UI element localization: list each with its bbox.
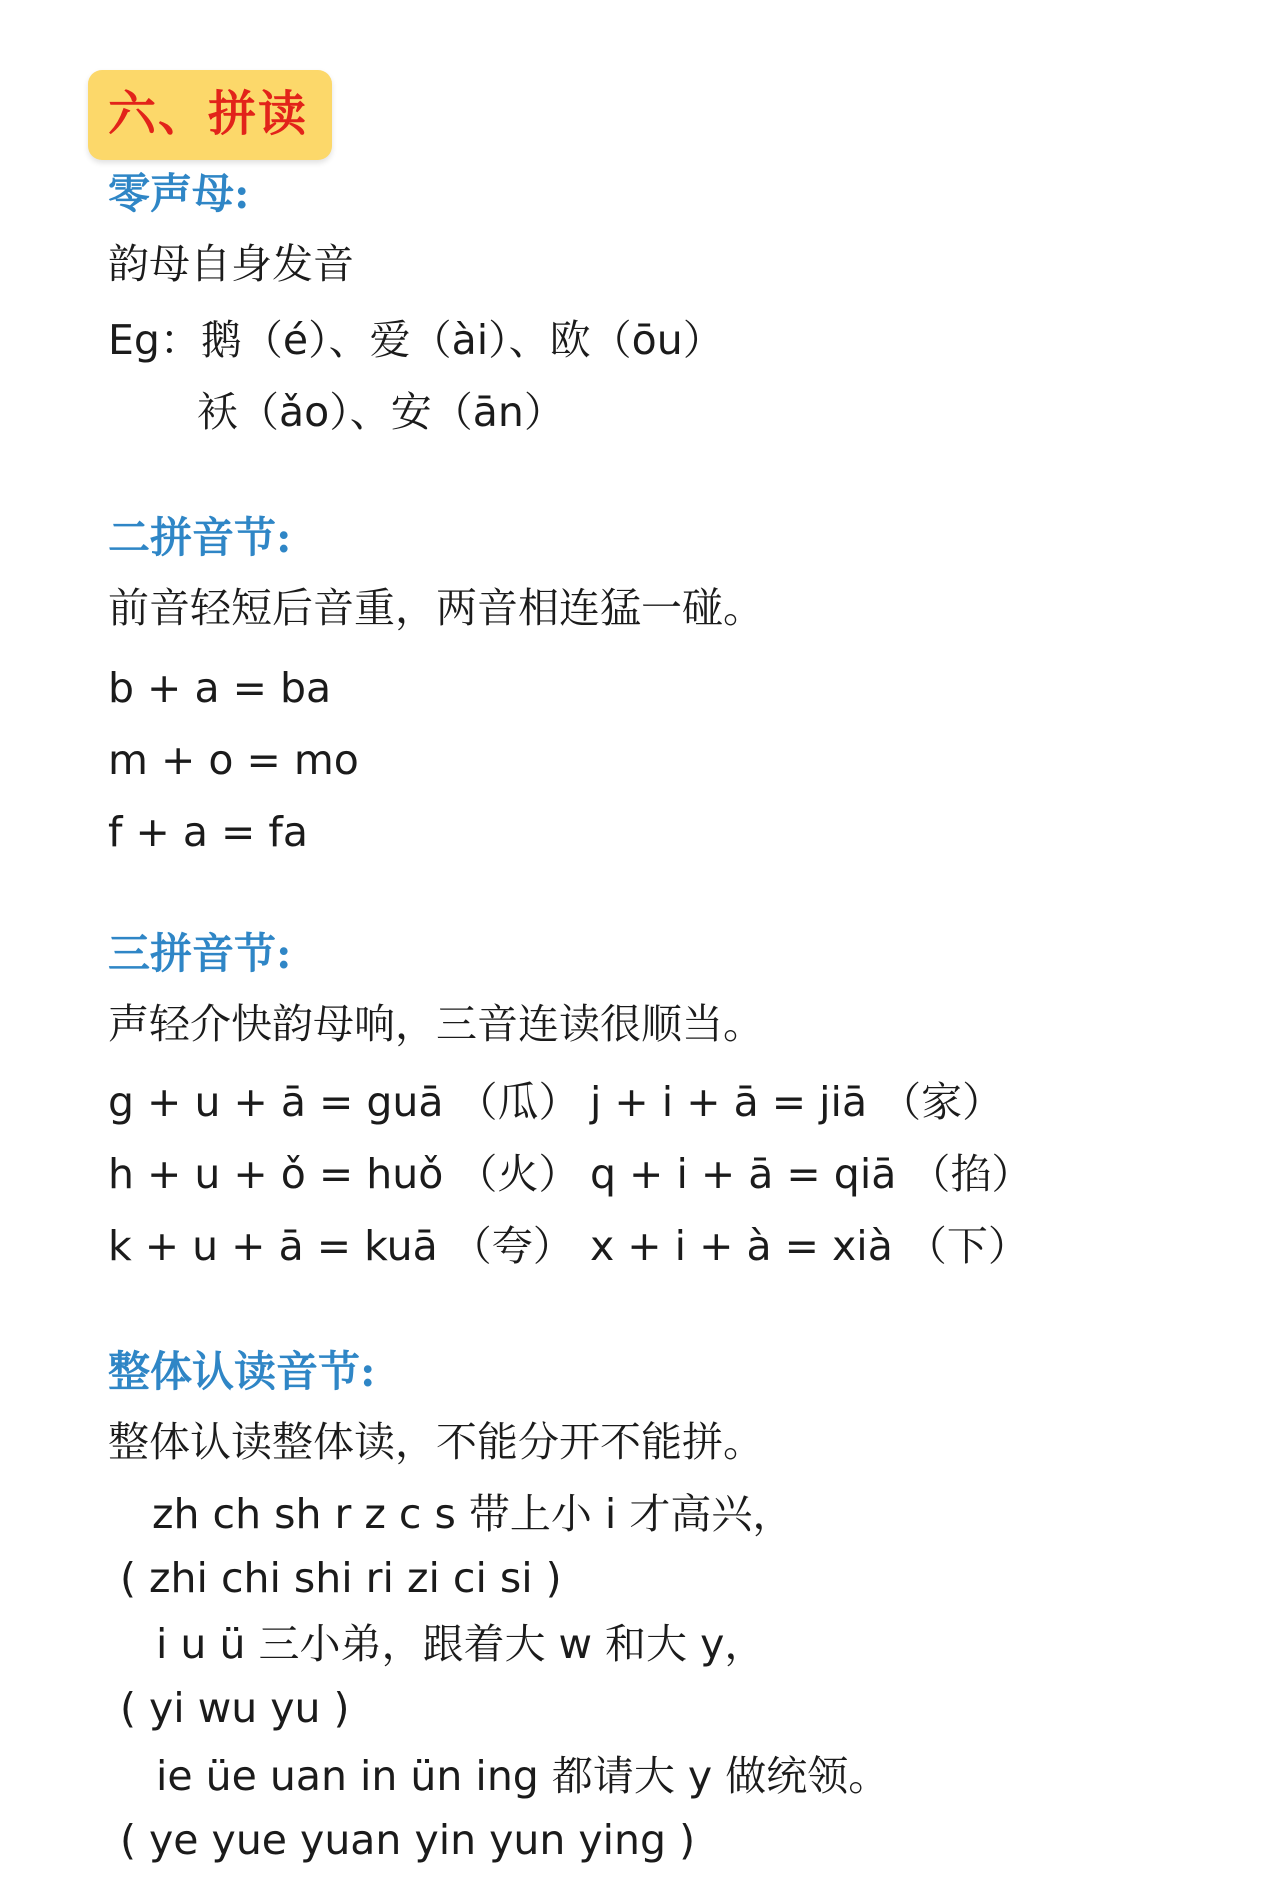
zero-initial-example-1: Eg：鹅（é）、爱（ài）、欧（ōu） bbox=[108, 316, 724, 364]
two-part-heading: 二拼音节: bbox=[108, 513, 292, 562]
zero-initial-heading: 零声母: bbox=[108, 169, 250, 218]
whole-syllable-line-5: ie üe uan in ün ing 都请大 y 做统领。 bbox=[156, 1752, 890, 1800]
section-title: 六、拼读 bbox=[108, 86, 309, 142]
whole-syllable-line-4: ( yi wu yu ) bbox=[120, 1684, 350, 1732]
three-part-right-2: q + i + ā = qiā （掐） bbox=[590, 1150, 1033, 1198]
two-part-example-2: m + o = mo bbox=[108, 736, 359, 784]
whole-syllable-line-6: ( ye yue yuan yin yun ying ) bbox=[120, 1816, 696, 1864]
two-part-example-1: b + a = ba bbox=[108, 664, 332, 712]
three-part-left-3: k + u + ā = kuā （夸） bbox=[108, 1222, 574, 1270]
three-part-heading: 三拼音节: bbox=[108, 929, 292, 978]
whole-syllable-heading: 整体认读音节: bbox=[108, 1347, 376, 1396]
whole-syllable-rule: 整体认读整体读，不能分开不能拼。 bbox=[108, 1418, 764, 1466]
section-title-badge bbox=[88, 70, 332, 160]
zero-initial-example-2: 袄（ǎo）、安（ān） bbox=[197, 388, 565, 436]
three-part-left-2: h + u + ǒ = huǒ （火） bbox=[108, 1150, 580, 1198]
two-part-example-3: f + a = fa bbox=[108, 808, 308, 856]
whole-syllable-line-1: zh ch sh r z c s 带上小 i 才高兴， bbox=[152, 1490, 794, 1538]
three-part-rule: 声轻介快韵母响，三音连读很顺当。 bbox=[108, 1000, 764, 1048]
three-part-left-1: g + u + ā = guā （瓜） bbox=[108, 1078, 580, 1126]
two-part-rule: 前音轻短后音重，两音相连猛一碰。 bbox=[108, 584, 764, 632]
zero-initial-rule: 韵母自身发音 bbox=[108, 240, 354, 288]
three-part-right-3: x + i + à = xià （下） bbox=[590, 1222, 1029, 1270]
three-part-right-1: j + i + ā = jiā （家） bbox=[590, 1078, 1004, 1126]
whole-syllable-line-3: i u ü 三小弟，跟着大 w 和大 y， bbox=[156, 1620, 766, 1668]
whole-syllable-line-2: ( zhi chi shi ri zi ci si ) bbox=[120, 1554, 562, 1602]
